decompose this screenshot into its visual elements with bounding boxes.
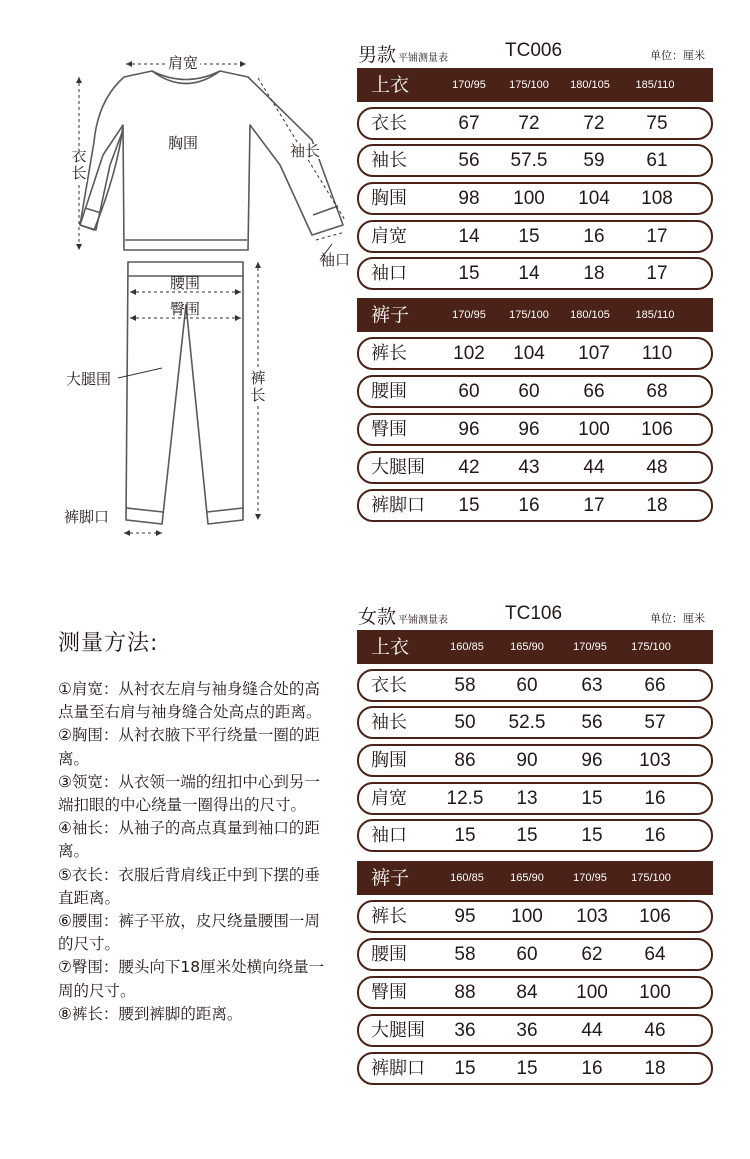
- men-pants-size: 180/105: [570, 309, 610, 321]
- table-row: [357, 182, 713, 215]
- row-value: 66: [583, 381, 605, 402]
- row-label: 腰围: [371, 381, 407, 402]
- table-row: [357, 257, 713, 290]
- table-row: [357, 744, 713, 777]
- row-value: 107: [578, 343, 610, 364]
- women-pants-size: 175/100: [631, 872, 671, 884]
- row-value: 16: [581, 1058, 603, 1079]
- row-value: 15: [454, 825, 476, 846]
- men-top-size: 185/110: [635, 79, 675, 91]
- table-row: [357, 819, 713, 852]
- pants-left-hem: [126, 508, 163, 512]
- row-value: 72: [518, 113, 540, 134]
- row-label: 肩宽: [371, 788, 407, 809]
- men-top-size: 170/95: [452, 79, 486, 91]
- row-value: 56: [458, 150, 480, 171]
- men-pants-size: 170/95: [452, 309, 486, 321]
- women-pants-header-label: 裤子: [371, 867, 410, 889]
- row-value: 36: [516, 1020, 538, 1041]
- row-value: 66: [644, 675, 666, 696]
- row-label: 裤长: [371, 906, 407, 927]
- row-value: 88: [454, 982, 476, 1003]
- row-label: 胸围: [371, 750, 407, 771]
- row-value: 103: [639, 750, 671, 771]
- label-waist: 腰围: [170, 274, 201, 292]
- row-value: 102: [453, 343, 485, 364]
- women-top-size: 160/85: [450, 641, 484, 653]
- label-hem: 裤脚口: [64, 508, 110, 526]
- women-top-size: 170/95: [573, 641, 607, 653]
- method-item: ⑤衣长：衣服后背肩线正中到下摆的垂直距离。: [58, 865, 320, 907]
- table-row: [357, 706, 713, 739]
- men-unit: 单位：厘米: [650, 49, 705, 62]
- women-pants-size: 170/95: [573, 872, 607, 884]
- method-item: ⑥腰围：裤子平放，皮尺绕量腰围一周的尺寸。: [58, 912, 320, 954]
- row-label: 肩宽: [371, 226, 407, 247]
- garment-outline-drawing: [0, 0, 360, 545]
- row-label: 裤脚口: [371, 495, 425, 516]
- method-item: ④袖长：从袖子的高点真量到袖口的距离。: [58, 819, 320, 861]
- method-item: ②胸围：从衬衣腋下平行绕量一圈的距离。: [58, 726, 320, 768]
- label-hip: 臀围: [170, 300, 201, 318]
- men-subtitle: 平铺测量表: [398, 53, 449, 64]
- row-value: 60: [516, 675, 538, 696]
- label-sleeve-length: 袖长: [290, 142, 321, 160]
- men-pants-header-label: 裤子: [371, 304, 410, 326]
- row-label: 大腿围: [371, 1020, 425, 1041]
- row-value: 15: [581, 825, 603, 846]
- row-label: 袖长: [371, 150, 407, 171]
- row-value: 18: [583, 263, 605, 284]
- men-top-header-label: 上衣: [371, 74, 410, 96]
- row-value: 44: [581, 1020, 603, 1041]
- row-value: 17: [646, 263, 668, 284]
- row-value: 110: [641, 343, 673, 364]
- table-row: [357, 220, 713, 253]
- row-value: 57.5: [510, 150, 548, 171]
- method-item: ①肩宽：从衬衣左肩与袖身缝合处的高点量至右肩与袖身缝合处高点的距离。: [58, 680, 322, 722]
- table-row: [357, 489, 713, 522]
- row-value: 44: [583, 457, 605, 478]
- women-pants-size: 160/85: [450, 872, 484, 884]
- women-unit: 单位：厘米: [650, 612, 705, 625]
- table-row: [357, 375, 713, 408]
- row-label: 胸围: [371, 188, 407, 209]
- table-row: [357, 107, 713, 140]
- row-label: 衣长: [371, 113, 407, 134]
- table-row: [357, 900, 713, 933]
- row-value: 12.5: [446, 788, 484, 809]
- label-shoulder: 肩宽: [168, 54, 199, 72]
- women-top-header-label: 上衣: [371, 636, 410, 658]
- table-row: [357, 976, 713, 1009]
- row-value: 15: [516, 1058, 538, 1079]
- row-value: 72: [583, 113, 605, 134]
- table-row: [357, 144, 713, 177]
- men-product-code: TC006: [505, 40, 563, 61]
- row-label: 大腿围: [371, 457, 425, 478]
- row-value: 42: [458, 457, 480, 478]
- method-item: ③领宽：从衣领一端的纽扣中心到另一端扣眼的中心绕量一圈得出的尺寸。: [58, 772, 320, 815]
- method-title: 测量方法:: [58, 631, 159, 656]
- table-row: [357, 1014, 713, 1047]
- men-title: 男款: [358, 44, 397, 66]
- table-row: [357, 1052, 713, 1085]
- row-value: 18: [644, 1058, 666, 1079]
- row-value: 103: [576, 906, 608, 927]
- row-value: 17: [583, 495, 605, 516]
- row-value: 16: [518, 495, 540, 516]
- row-value: 108: [641, 188, 673, 209]
- row-value: 56: [581, 712, 603, 733]
- women-top-size: 175/100: [631, 641, 671, 653]
- row-value: 14: [518, 263, 540, 284]
- men-table-title: [358, 40, 448, 67]
- row-value: 16: [644, 825, 666, 846]
- table-row: [357, 337, 713, 370]
- women-pants-header: [357, 861, 713, 895]
- label-pants-length: 裤长: [250, 369, 266, 404]
- row-value: 100: [639, 982, 671, 1003]
- row-value: 61: [646, 150, 668, 171]
- table-row: [357, 782, 713, 815]
- row-value: 15: [581, 788, 603, 809]
- row-value: 98: [458, 188, 480, 209]
- row-value: 16: [644, 788, 666, 809]
- row-value: 16: [583, 226, 605, 247]
- row-value: 46: [644, 1020, 666, 1041]
- men-pants-header: [357, 298, 713, 332]
- men-top-header: [357, 68, 713, 102]
- men-top-size: 180/105: [570, 79, 610, 91]
- row-value: 67: [458, 113, 480, 134]
- row-value: 100: [513, 188, 545, 209]
- row-label: 臀围: [371, 982, 407, 1003]
- row-value: 95: [454, 906, 476, 927]
- row-value: 96: [518, 419, 540, 440]
- row-value: 14: [458, 226, 480, 247]
- row-value: 75: [646, 113, 668, 134]
- row-value: 15: [454, 1058, 476, 1079]
- row-label: 衣长: [371, 675, 407, 696]
- women-product-code: TC106: [505, 603, 563, 624]
- row-value: 60: [518, 381, 540, 402]
- row-value: 60: [516, 944, 538, 965]
- row-value: 96: [581, 750, 603, 771]
- label-cuff: 袖口: [320, 251, 351, 269]
- shirt-outline: [80, 71, 343, 250]
- method-item: ⑦臀围：腰头向下18厘米处横向绕量一周的尺寸。: [58, 958, 325, 1000]
- row-value: 68: [646, 381, 668, 402]
- row-value: 90: [516, 750, 538, 771]
- shirt-left-cuff: [85, 208, 101, 213]
- row-value: 52.5: [508, 712, 546, 733]
- row-value: 58: [454, 944, 476, 965]
- men-top-size: 175/100: [509, 79, 549, 91]
- row-value: 59: [583, 150, 605, 171]
- row-value: 15: [458, 495, 480, 516]
- row-value: 60: [458, 381, 480, 402]
- row-value: 96: [458, 419, 480, 440]
- women-title: 女款: [358, 606, 397, 628]
- row-label: 袖口: [371, 263, 407, 284]
- women-pants-size: 165/90: [510, 872, 544, 884]
- women-top-header: [357, 630, 713, 664]
- row-value: 84: [516, 982, 538, 1003]
- label-top-length: 衣长: [71, 147, 87, 182]
- row-value: 15: [518, 226, 540, 247]
- row-value: 48: [646, 457, 668, 478]
- women-subtitle: 平铺测量表: [398, 615, 449, 626]
- row-value: 62: [581, 944, 603, 965]
- row-value: 15: [458, 263, 480, 284]
- row-label: 腰围: [371, 944, 407, 965]
- row-value: 18: [646, 495, 668, 516]
- row-value: 106: [641, 419, 673, 440]
- table-row: [357, 669, 713, 702]
- row-label: 裤脚口: [371, 1058, 425, 1079]
- pants-right-hem: [207, 508, 243, 512]
- row-value: 106: [639, 906, 671, 927]
- method-item: ⑧裤长：腰到裤脚的距离。: [58, 1004, 243, 1023]
- row-value: 17: [646, 226, 668, 247]
- row-value: 63: [581, 675, 603, 696]
- row-value: 64: [644, 944, 666, 965]
- row-value: 100: [511, 906, 543, 927]
- shirt-right-cuff: [313, 206, 338, 215]
- row-label: 臀围: [371, 419, 407, 440]
- row-value: 13: [516, 788, 538, 809]
- row-value: 104: [513, 343, 545, 364]
- row-value: 100: [576, 982, 608, 1003]
- row-value: 57: [644, 712, 666, 733]
- women-top-size: 165/90: [510, 641, 544, 653]
- row-value: 100: [578, 419, 610, 440]
- table-row: [357, 451, 713, 484]
- label-thigh: 大腿围: [66, 370, 112, 388]
- row-value: 104: [578, 188, 610, 209]
- row-value: 43: [518, 457, 540, 478]
- row-value: 36: [454, 1020, 476, 1041]
- row-value: 15: [516, 825, 538, 846]
- row-value: 50: [454, 712, 476, 733]
- row-label: 袖口: [371, 825, 407, 846]
- row-label: 袖长: [371, 712, 407, 733]
- row-value: 58: [454, 675, 476, 696]
- method-list: [58, 678, 330, 1026]
- table-row: [357, 413, 713, 446]
- men-pants-size: 185/110: [635, 309, 675, 321]
- label-chest: 胸围: [168, 134, 199, 152]
- row-value: 86: [454, 750, 476, 771]
- women-table-title: [358, 602, 448, 629]
- men-pants-size: 175/100: [509, 309, 549, 321]
- row-label: 裤长: [371, 343, 407, 364]
- table-row: [357, 938, 713, 971]
